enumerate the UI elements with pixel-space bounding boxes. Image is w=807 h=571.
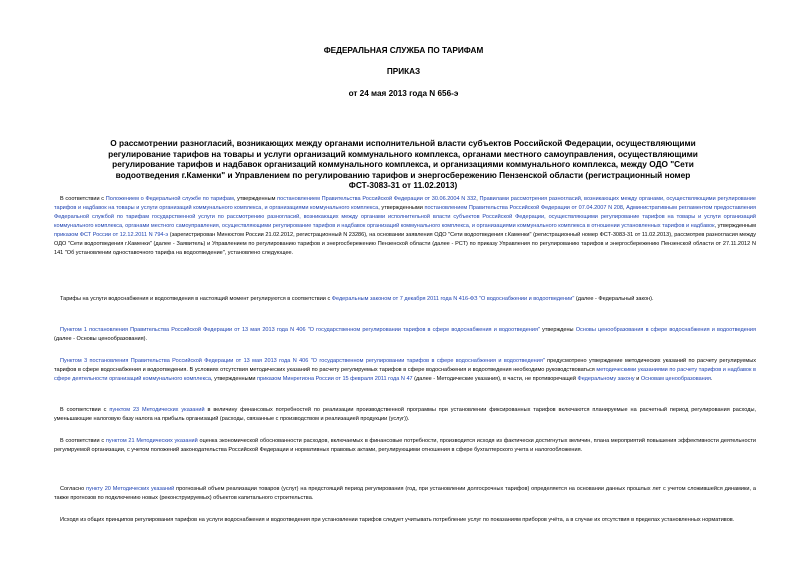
paragraph-1: [54, 195, 756, 258]
link-guideline-item-21[interactable]: пунктом 21 Методических указаний: [105, 438, 198, 444]
link-federal-law[interactable]: Федеральному закону: [577, 376, 635, 383]
text: оценка экономической обоснованности расходов, включаемых в финансовые потребности, производится исходя из фактически достигнутых величин, плана мероприятий повышения эффективности деятельности регулируемой организации, с учетом положений законодательства Российской Федерации и нормативных правовых актами, регулирующими отношения в сфере бухгалтерского учета и налогообложения.: [54, 438, 756, 454]
text: В соответствии с: [60, 438, 106, 444]
link-federal-law-416[interactable]: Федеральным законом от 7 декабря 2011 года N 416-ФЗ "О водоснабжении и водоотведении": [331, 296, 575, 302]
text: (далее - Федеральный закон).: [574, 296, 654, 302]
link-resolution-406-p3[interactable]: Пунктом 3 постановления Правительства Российской Федерации от 13 мая 2013 года N 406 "О государственном регулировании тарифов в сфере водоснабжения и водоотведения": [60, 358, 545, 364]
link-pricing-basics-2[interactable]: Основам ценообразования: [640, 376, 711, 383]
link-disagreement-rules[interactable]: Правилами рассмотрения разногласий, возникающих между органами, осуществляющими регулирование тарифов и надбавок на товары и услуги организаций коммунального комплекса, и организациями коммунального комплекса: [54, 196, 757, 212]
paragraph-5: [54, 406, 756, 424]
link-pricing-basics[interactable]: Основы ценообразования в сфере водоснабжения и водоотведения: [575, 327, 756, 333]
agency-name: ФЕДЕРАЛЬНАЯ СЛУЖБА ПО ТАРИФАМ: [323, 46, 484, 55]
text: (далее - Основы ценообразования).: [54, 336, 148, 343]
paragraph-2: [54, 295, 756, 304]
text: , утвержденным: [714, 223, 756, 230]
link-guideline-item-20[interactable]: пункту 20 Методических указаний: [86, 486, 175, 492]
text: , утвержденным: [233, 196, 278, 202]
text: ,: [476, 196, 480, 202]
paragraph-3: [54, 326, 756, 344]
document-title: О рассмотрении разногласий, возникающих между органами исполнительной власти субъектов Российской Федерации, осуществляющими регулирование тарифов на товары и услуги организаций коммунального комплекса, органами местного самоуправления, осуществляющими регулирование тарифов и надбавок организаций коммунального комплекса, и организациями коммунального комплекса, между ОДО "Сети водоотведения г.Каменки" и Управлением по регулированию тарифов и энергосбережению Пензенской области (регистрационный номер ФСТ-3083-31 от 11.02.2013): [108, 138, 698, 191]
text: В соответствии с: [60, 196, 106, 202]
text: прогнозный объем реализации товаров (услуг) на предстоящий период регулирования (год, при установлении долгосрочных тарифов) определяется на основании данных прошлых лет с учетом сложившейся динамики, а также прогнозов по подключению новых (реконструируемых) объектов капитального строительства.: [54, 486, 756, 502]
document-type: ПРИКАЗ: [386, 67, 421, 76]
link-fst-regulation[interactable]: Положением о Федеральной службе по тарифам: [105, 196, 234, 202]
text: в величину финансовых потребностей по реализации производственной программы при установлении фиксированных тарифов включаются планируемые на расчетный период регулирования расходы, уменьшающие налоговую базу налога на прибыль организаций (расходы, связанные с производством и реализацией продукции (услуг)).: [54, 407, 756, 423]
link-admin-regulation[interactable]: Административным регламентом предоставления Федеральной службой по тарифам государственной услуги по рассмотрению разногласий, возникающих между органами исполнительной власти субъектов Российской Федерации, осуществляющими регулирование тарифов на товары и услуги организаций коммунального комплекса, органами местного самоуправления, осуществляющими регулирование тарифов и надбавок организаций коммунального комплекса, и организациями коммунального комплекса в отношении установленных тарифов и надбавок: [54, 205, 756, 230]
text: Тарифы на услуги водоснабжения и водоотведения в настоящий момент регулируются в соответствии с: [60, 296, 332, 302]
text: Исходя из общих принципов регулирования тарифов на услуги водоснабжения и водоотведения при установлении тарифов следует учитывать потребление услуг по показаниям приборов учёта, а в случае их отсутствия в пределах установленных нормативов.: [60, 517, 735, 523]
text: .: [710, 376, 713, 383]
text: предусмотрено утверждение методических указаний по расчету регулируемых тарифов в сфере водоснабжения и водоотведения. В условиях отсутствия методических указаний по расчету регулируемых тарифов в сфере водоснабжения и водоотведения необходимо руководствоваться: [54, 358, 756, 374]
link-minregion-order-47[interactable]: приказом Минрегиона России от 15 февраля 2011 года N 47: [257, 376, 413, 383]
text: и: [634, 376, 641, 383]
text: (зарегистрирован Минюстом России 21.02.2012, регистрационный N 23286), на основании заявления ОДО "Сети водоотведения г.Каменки" (регистрационный номер ФСТ-3083-31 от 11.02.2013), рассмотрев разногласия между ОДО "Сети водоотведения г.Каменки" (далее - Заявитель) и Управлением по регулированию тарифов и энергосбережению Пензенской области (далее - РСТ) по приказу Управления по регулированию тарифов и энергосбережению Пензенской области от 27.11.2012 N 141 "Об установлении одноставочного тарифа на водоотведение", установлено следующее.: [54, 232, 756, 257]
link-order-794[interactable]: приказом ФСТ России от 12.12.2011 N 794-э: [54, 232, 169, 239]
paragraph-6: [54, 437, 756, 455]
text: (далее - Методические указания), в части, не противоречащей: [412, 376, 578, 383]
paragraph-4: [54, 357, 756, 384]
link-methodical-guidelines[interactable]: методическими указаниями по расчету тарифов и надбавок в сфере деятельности организаций коммунального комплекса: [54, 367, 757, 383]
link-resolution-208[interactable]: постановлением Правительства Российской Федерации от 07.04.2007 N 208: [424, 205, 623, 212]
text: В соответствии с: [60, 407, 110, 413]
text: Согласно: [60, 486, 87, 492]
link-resolution-406-p1[interactable]: Пунктом 1 постановления Правительства Российской Федерации от 13 мая 2013 года N 406 "О государственном регулировании тарифов в сфере водоснабжения и водоотведения": [60, 327, 540, 333]
text: утверждены: [539, 327, 576, 333]
link-resolution-332[interactable]: постановлением Правительства Российской Федерации от 30.06.2004 N 332: [277, 196, 477, 202]
paragraph-7: [54, 485, 756, 503]
text: , утвержденными: [378, 205, 425, 212]
document-date-number: от 24 мая 2013 года N 656-э: [348, 89, 459, 98]
text: ,: [622, 205, 627, 212]
link-guideline-item-23[interactable]: пунктом 23 Методических указаний: [109, 407, 205, 413]
text: , утвержденными: [210, 376, 258, 383]
paragraph-8: [54, 516, 756, 525]
